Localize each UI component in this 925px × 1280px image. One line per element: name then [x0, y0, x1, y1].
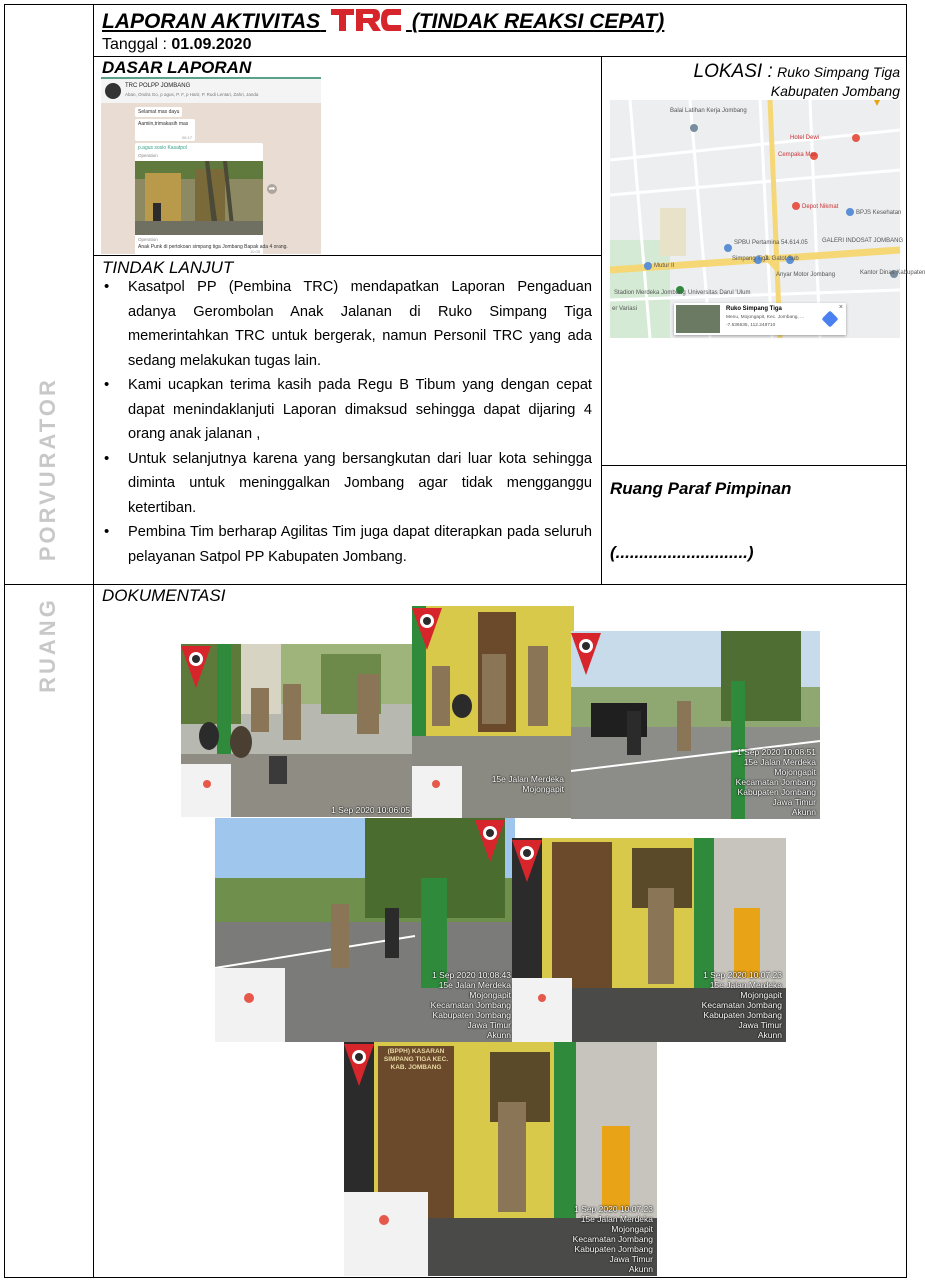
- timestamp-line: 15e Jalan Merdeka: [580, 1214, 653, 1224]
- timestamp-line: 1 Sep 2020 10:07:23: [703, 970, 782, 980]
- timestamp-line: Akunn: [791, 807, 816, 817]
- signature-placeholder: (............................): [610, 543, 754, 562]
- satpol-badge-icon: [344, 1044, 374, 1086]
- header-divider: [93, 56, 907, 57]
- door-sign: (BPPH) KASARAN SIMPANG TIGA KEC. KAB. JOMBANG: [383, 1048, 449, 1071]
- chat-group-name: TRC POLPP JOMBANG: [125, 83, 191, 89]
- map-label: Mutur II: [654, 263, 675, 269]
- timestamp-line: Kecamatan Jombang: [572, 1234, 653, 1244]
- timestamp-line: Kabupaten Jombang: [703, 1010, 782, 1020]
- timestamp-line: Akunn: [757, 1030, 782, 1040]
- border-bottom: [4, 1277, 907, 1278]
- list-item: • Kami ucapkan terima kasih pada Regu B Tibum yang dengan cepat dapat menindaklanjuti Laporan dimaksud sehingga dapat dijaring 4 orang anak jalanan ,: [102, 373, 592, 447]
- documentation-photo: [215, 818, 515, 1042]
- map-label: Jl. Gatot Sub: [764, 256, 799, 262]
- map-label: BPJS Kesehatan: [856, 210, 902, 216]
- chat-photo-message: [135, 143, 288, 255]
- timestamp-line: 1 Sep 2020 10:07:23: [574, 1204, 653, 1214]
- timestamp-line: Jawa Timur: [738, 1020, 782, 1030]
- forward-icon[interactable]: ➦: [268, 184, 276, 193]
- date-value: 01.09.2020: [171, 36, 252, 53]
- side-label-word2: PORVURATOR: [35, 377, 60, 562]
- paraf-heading: Ruang Paraf Pimpinan: [610, 479, 792, 498]
- chat-caption: Anak Punk di pertokoan simpang tiga Jombang Bapak ada 4 orang.: [138, 244, 288, 250]
- photo-image: [181, 644, 414, 817]
- timestamp-line: 15e Jalan Merdeka: [709, 980, 782, 990]
- place-card-title: Ruko Simpang Tiga: [726, 306, 782, 312]
- chat-screenshot: [101, 77, 321, 254]
- map-label: SPBU Pertamina 54.614.05: [734, 240, 808, 246]
- title-suffix: (TINDAK REAKSI CEPAT): [411, 10, 665, 33]
- satpol-badge-icon: [412, 608, 442, 650]
- timestamp-line: Mojongapit: [774, 767, 816, 777]
- timestamp-line: Kecamatan Jombang: [701, 1000, 782, 1010]
- chat-message-time: 06.17: [181, 135, 192, 140]
- timestamp-line: Mojongapit: [469, 990, 511, 1000]
- timestamp-line: Mojongapit: [740, 990, 782, 1000]
- map-label: Depot Nikmat: [802, 204, 839, 210]
- photo-timestamp: [331, 805, 410, 815]
- timestamp-line: Jawa Timur: [609, 1254, 653, 1264]
- list-item: • Pembina Tim berharap Agilitas Tim juga dapat diterapkan pada seluruh pelayanan Satpol PP Kabupaten Jombang.: [102, 520, 592, 569]
- map-label: GALERI INDOSAT JOMBANG: [822, 238, 904, 244]
- map-label: Simpang Tiga: [732, 256, 769, 262]
- timestamp-line: 15e Jalan Merdeka: [491, 774, 564, 784]
- satpol-badge-icon: [475, 820, 505, 862]
- place-card-coords: -7.536635, 112.248710: [726, 323, 776, 328]
- side-divider: [93, 4, 94, 1278]
- dasar-laporan-heading: DASAR LAPORAN: [102, 58, 252, 77]
- report-date: [102, 36, 251, 54]
- map-place-card[interactable]: [674, 303, 846, 335]
- place-thumbnail: [676, 305, 720, 333]
- timestamp-line: 1 Sep 2020 10:08:51: [737, 747, 816, 757]
- dokumentasi-heading: DOKUMENTASI: [102, 586, 226, 605]
- border-top: [4, 4, 907, 5]
- photo-timestamp: [573, 1204, 653, 1274]
- photo-timestamp: [431, 970, 511, 1040]
- border-right: [906, 4, 907, 1278]
- group-avatar: [105, 83, 121, 99]
- trc-logo: [330, 8, 402, 32]
- timestamp-line: Kabupaten Jombang: [737, 787, 816, 797]
- satpol-badge-icon: [571, 633, 601, 675]
- close-icon[interactable]: ×: [838, 304, 843, 311]
- tindak-lanjut-heading: TINDAK LANJUT: [102, 258, 234, 277]
- timestamp-line: Kecamatan Jombang: [735, 777, 816, 787]
- timestamp-line: Akunn: [486, 1030, 511, 1040]
- chat-message: [135, 119, 195, 141]
- dasar-divider: [93, 255, 601, 256]
- lokasi-region: Kabupaten Jombang: [770, 83, 900, 99]
- lokasi-place: Ruko Simpang Tiga: [777, 64, 900, 80]
- timestamp-line: 15e Jalan Merdeka: [743, 757, 816, 767]
- caption-time: 10.05: [249, 249, 260, 254]
- timestamp-line: Jawa Timur: [467, 1020, 511, 1030]
- chat-photo: [135, 161, 263, 235]
- chat-members: Aban, Ondra Go, p agus, P. F, p Harir, P. Rudi Lentari, Zahri, Janda: [125, 92, 259, 97]
- title-prefix: LAPORAN AKTIVITAS: [102, 10, 321, 33]
- doku-divider: [4, 584, 907, 585]
- satpol-badge-icon: [512, 840, 542, 882]
- photo-timestamp: [492, 774, 564, 794]
- timestamp-line: Jawa Timur: [772, 797, 816, 807]
- timestamp-line: Mojongapit: [522, 784, 564, 794]
- map-label: Balai Latihan Kerja Jombang: [670, 108, 747, 114]
- map-label: Stadion Merdeka Jombang: [614, 290, 686, 296]
- documentation-photo: [181, 644, 414, 817]
- satpol-badge-icon: [181, 646, 211, 688]
- reply-tag: Operation: [138, 153, 158, 158]
- documentation-photo: [412, 606, 574, 818]
- location-map[interactable]: [610, 100, 925, 338]
- tindak-lanjut-list: [102, 275, 592, 569]
- caption-tag: Operation: [138, 237, 158, 242]
- lokasi-label: LOKASI :: [693, 61, 773, 82]
- timestamp-line: Kecamatan Jombang: [430, 1000, 511, 1010]
- timestamp-line: Kabupaten Jombang: [432, 1010, 511, 1020]
- side-label: [35, 377, 61, 693]
- column-divider: [601, 56, 602, 584]
- report-title: [102, 8, 664, 34]
- list-item: • Kasatpol PP (Pembina TRC) mendapatkan Laporan Pengaduan adanya Gerombolan Anak Jalanan di Ruko Simpang Tiga memerintahkan TRC untuk bergerak, namun Personil TRC yang ada sedang melakukan tugas lain.: [102, 275, 592, 373]
- map-label: Kantor Dinas Kabupaten: [860, 270, 925, 276]
- lokasi-block: [610, 61, 900, 99]
- timestamp-line: 15e Jalan Merdeka: [438, 980, 511, 990]
- place-card-address: Menu, Mojongapit, Kec. Jombang, ...: [726, 315, 805, 320]
- side-label-cell: [4, 0, 92, 1278]
- directions-icon[interactable]: [822, 311, 839, 328]
- timestamp-line: Akunn: [628, 1264, 653, 1274]
- documentation-photo: [512, 838, 786, 1042]
- paraf-divider: [601, 465, 907, 466]
- timestamp-line: Kabupaten Jombang: [574, 1244, 653, 1254]
- timestamp-line: 1 Sep 2020 10:08:43: [432, 970, 511, 980]
- map-label: Universitas Darul 'Ulum: [688, 290, 751, 296]
- photo-timestamp: [702, 970, 782, 1040]
- documentation-photo: [344, 1042, 657, 1276]
- reply-name: p.agus sosio Kasatpol: [138, 145, 187, 151]
- list-item: • Untuk selanjutnya karena yang bersangkutan dari luar kota sehingga diminta untuk meninggalkan Jombang agar tidak mengganggu ketertiban.: [102, 447, 592, 521]
- chat-header: [101, 79, 321, 103]
- chat-message: Selamat mas dayu: [135, 107, 182, 117]
- map-label: Hotel Dewi: [790, 135, 820, 141]
- photo-timestamp: [736, 747, 816, 817]
- map-label: Anyar Motor Jombang: [776, 272, 836, 278]
- chat-message-text: Aamiin,trimakasih mas: [138, 121, 189, 127]
- documentation-photo: [571, 631, 820, 819]
- side-label-word1: RUANG: [35, 597, 60, 693]
- map-label: er Variasi: [612, 306, 637, 312]
- date-label: Tanggal :: [102, 36, 167, 53]
- timestamp-line: 1 Sep 2020 10:06:05: [331, 805, 410, 815]
- timestamp-line: Mojongapit: [611, 1224, 653, 1234]
- map-label: Cempaka Mas: [778, 152, 817, 158]
